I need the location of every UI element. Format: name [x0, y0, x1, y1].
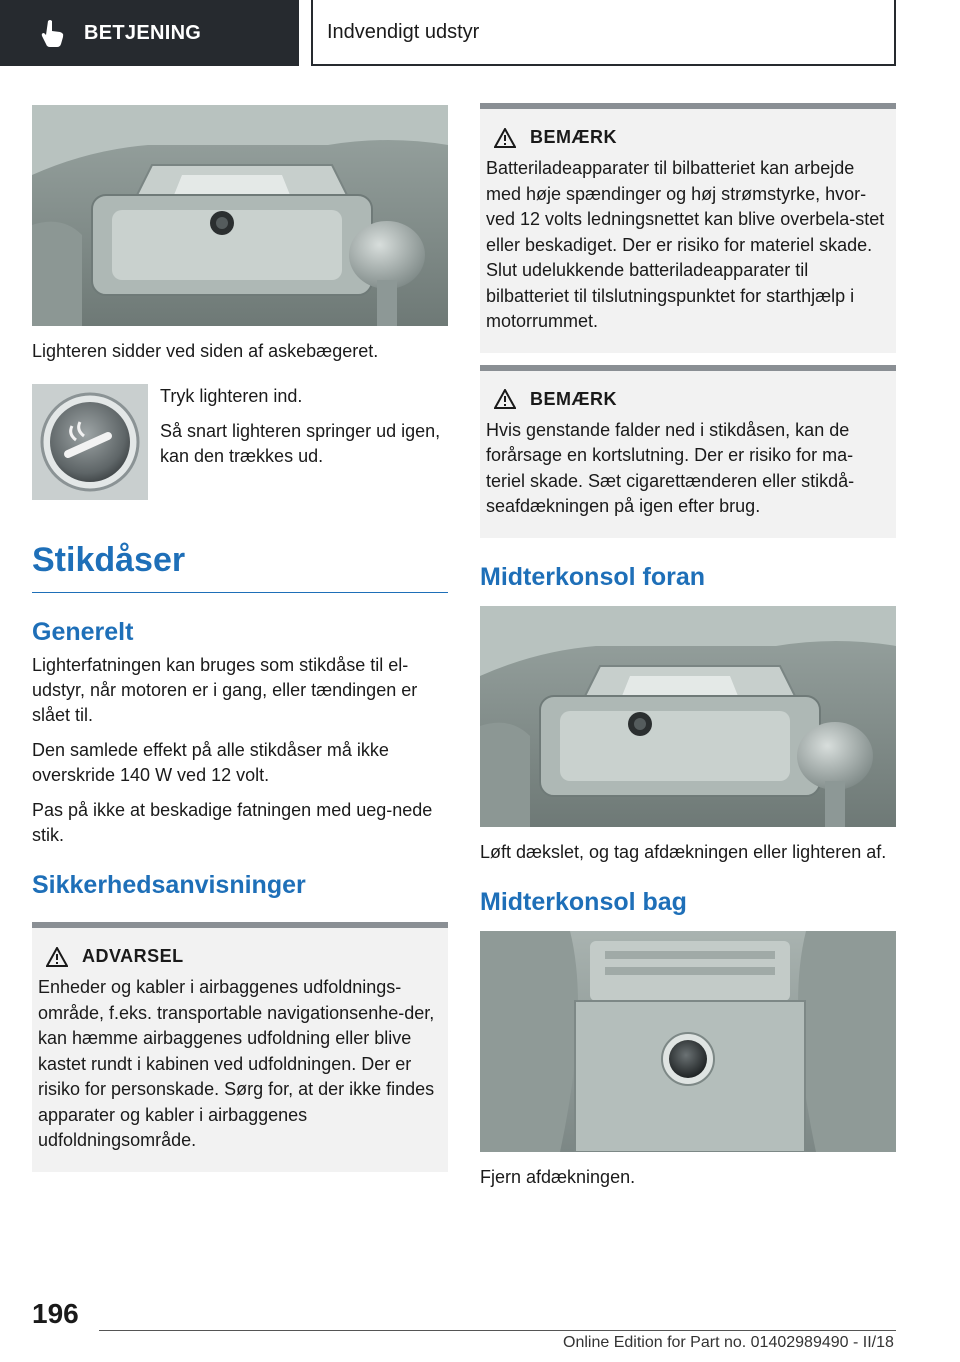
left-column: [32, 105, 448, 1172]
note-2-title: BEMÆRK: [530, 388, 617, 409]
chapter-header: [311, 0, 896, 66]
note-box-1: [480, 103, 896, 353]
warning-triangle-icon: [46, 947, 68, 967]
warning-body: Enheder og kabler i airbaggenes udfoldnings-område, f.eks. transportable navigationsenhe-der, kan hæmme airbaggenes udfoldning eller blive kastet rundt i kabinen ved udfoldningen. Der er risiko for personskade. Sørg for, at der ikke findes apparater og kabler i airbaggenes udfoldningsområde.: [38, 977, 435, 1150]
photo-front-console: [480, 606, 896, 827]
note-1-body: Batteriladeapparater til bilbatteriet kan arbejde med høje spændinger og høj strømstyrke, hvor-ved 12 volts ledningsnettet kan blive overbela-stet eller beskadiget. Der er risiko for materiel skade. Slut udelukkende batteriladeapparater til bilbatteriet til tilslutningspunktet for starthjælp i motorrummet.: [486, 158, 885, 331]
heading-generelt: Generelt: [32, 618, 134, 646]
warning-triangle-icon: [494, 389, 516, 409]
warning-box: [32, 922, 448, 1172]
hand-pointer-icon: [40, 19, 66, 47]
photo-lighter-console: [32, 105, 448, 326]
caption-rear: Fjern afdækningen.: [480, 1166, 636, 1187]
note-2-body: Hvis genstande falder ned i stikdåsen, kan de forårsage en kortslutning. Der er risiko for ma-teriel skade. Sæt cigarettænderen eller stikdå-seafdækningen på igen efter brug.: [486, 419, 855, 516]
caption-front: Løft dækslet, og tag afdækningen eller lighteren af.: [480, 841, 887, 862]
section-title: BETJENING: [84, 21, 202, 44]
general-paragraph-1: Lighterfatningen kan bruges som stikdåse til el-udstyr, når motoren er i gang, eller tændingen er slået til.: [32, 655, 418, 725]
heading-sikkerhed: Sikkerhedsanvisninger: [32, 871, 306, 899]
section-tab: [0, 0, 299, 66]
page-number: 196: [32, 1298, 79, 1329]
heading-stikdaser: Stikdåser: [32, 541, 186, 579]
heading-midterkonsol-foran: Midterkonsol foran: [480, 562, 706, 591]
cigarette-lighter-icon: [32, 384, 148, 500]
lighter-instructions: [32, 384, 448, 500]
heading-rule: [32, 592, 448, 593]
heading-midterkonsol-bag: Midterkonsol bag: [480, 887, 687, 916]
note-1-title: BEMÆRK: [530, 127, 617, 147]
general-paragraph-2: Den samlede effekt på alle stikdåser må ikke overskride 140 W ved 12 volt.: [32, 740, 389, 785]
warning-title: ADVARSEL: [82, 946, 184, 966]
caption-lighter: Lighteren sidder ved siden af askebægeret.: [32, 341, 379, 361]
chapter-title: Indvendigt udstyr: [327, 20, 480, 43]
footer-rule: [99, 1330, 896, 1331]
warning-triangle-icon: [494, 128, 516, 148]
footer-edition: Online Edition for Part no. 01402989490 - II/18: [563, 1334, 894, 1351]
photo-rear-console: [480, 931, 896, 1152]
note-box-2: [480, 365, 896, 538]
right-column: [480, 103, 896, 1190]
general-paragraph-3: Pas på ikke at beskadige fatningen med ueg-nede stik.: [32, 800, 433, 845]
lighter-step-2: Så snart lighteren springer ud igen, kan den trækkes ud.: [160, 421, 441, 466]
lighter-step-1: Tryk lighteren ind.: [160, 386, 303, 406]
